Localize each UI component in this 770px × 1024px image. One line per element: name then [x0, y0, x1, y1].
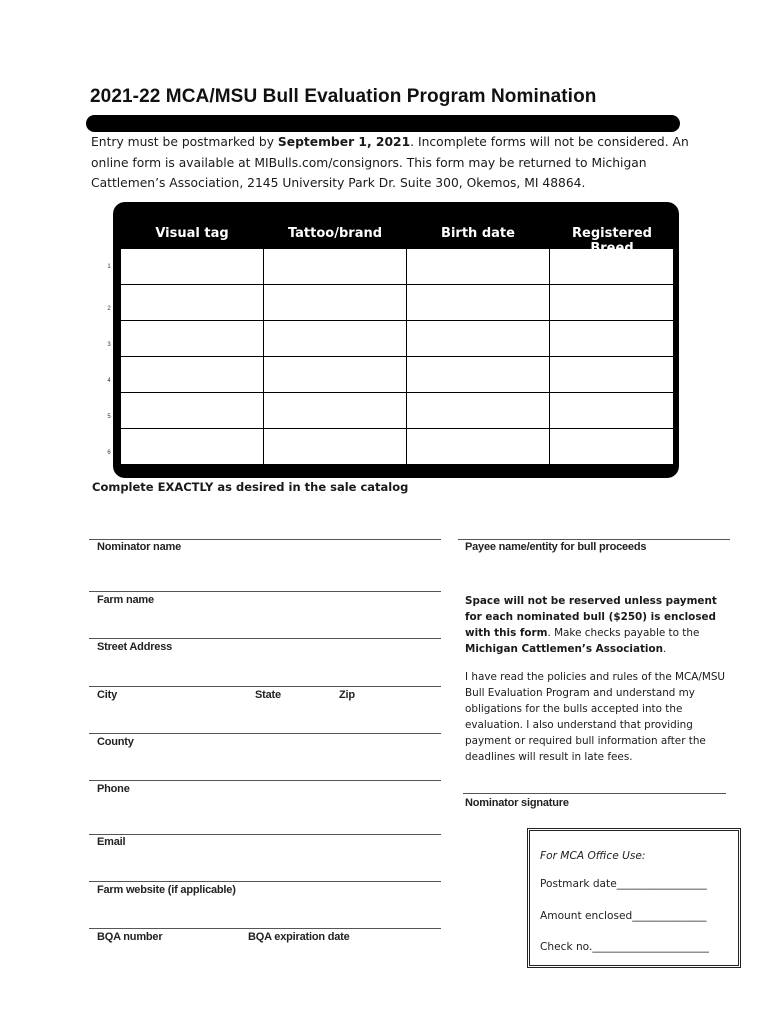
payment-note-payee: Michigan Cattlemen’s Association: [465, 643, 664, 655]
table-cell-registered-breed-row-1[interactable]: [550, 249, 673, 284]
table-cell-birth-date-row-4[interactable]: [407, 357, 549, 392]
title-divider-bar: [86, 115, 680, 132]
street-address-label: Street Address: [97, 641, 173, 653]
bqa-number-label: BQA number: [97, 931, 163, 943]
row-number: 5: [107, 414, 111, 420]
office-use-box: [527, 828, 741, 968]
table-cell-visual-tag-row-2[interactable]: [121, 285, 263, 320]
street-address-field[interactable]: [89, 655, 441, 685]
phone-line: [89, 780, 441, 781]
table-cell-visual-tag-row-5[interactable]: [121, 393, 263, 428]
city-line: [89, 686, 441, 687]
table-cell-registered-breed-row-5[interactable]: [550, 393, 673, 428]
table-cell-tattoo-brand-row-3[interactable]: [264, 321, 406, 356]
table-cell-visual-tag-row-4[interactable]: [121, 357, 263, 392]
payment-note-bold: Space will not be reserved unless payment for each nominated bull ($250) is enclosed with this form: [465, 595, 717, 639]
table-header-tattoo-brand: Tattoo/brand: [287, 226, 383, 241]
payee-label: Payee name/entity for bull proceeds: [465, 541, 647, 553]
bqa-expiration-label: BQA expiration date: [248, 931, 350, 943]
farm-name-label: Farm name: [97, 594, 154, 606]
table-cell-visual-tag-row-3[interactable]: [121, 321, 263, 356]
city-field[interactable]: [89, 703, 239, 733]
table-cell-tattoo-brand-row-6[interactable]: [264, 429, 406, 464]
state-label: State: [255, 689, 281, 701]
county-field[interactable]: [89, 750, 441, 780]
phone-label: Phone: [97, 783, 130, 795]
farm-name-line: [89, 591, 441, 592]
payee-field[interactable]: [458, 556, 730, 590]
table-cell-visual-tag-row-6[interactable]: [121, 429, 263, 464]
agreement-text: I have read the policies and rules of the MCA/MSU Bull Evaluation Program and understand my obligations for the bulls accepted into the evaluation. I also understand that providing payment or required bull information after the deadlines will result in late fees.: [465, 671, 726, 763]
amount-enclosed-line: Amount enclosed______________: [540, 910, 707, 922]
email-line: [89, 834, 441, 835]
email-field[interactable]: [89, 850, 441, 880]
table-cell-birth-date-row-2[interactable]: [407, 285, 549, 320]
farm-name-field[interactable]: [89, 608, 441, 638]
payment-note: [465, 593, 735, 657]
bqa-expiration-field[interactable]: [245, 945, 441, 975]
row-number: 6: [107, 450, 111, 456]
row-number: 3: [107, 342, 111, 348]
postmark-date-line: Postmark date_________________: [540, 878, 707, 890]
zip-label: Zip: [339, 689, 355, 701]
table-cell-registered-breed-row-6[interactable]: [550, 429, 673, 464]
table-cell-birth-date-row-6[interactable]: [407, 429, 549, 464]
nominator-name-label: Nominator name: [97, 541, 181, 553]
nominator-name-field[interactable]: [89, 556, 441, 590]
nominator-signature-label: Nominator signature: [465, 797, 569, 809]
signature-line: [463, 793, 726, 794]
table-header-birth-date: Birth date: [441, 226, 515, 241]
table-cell-birth-date-row-1[interactable]: [407, 249, 549, 284]
zip-field[interactable]: [335, 703, 441, 733]
table-cell-visual-tag-row-1[interactable]: [121, 249, 263, 284]
table-header-registered-breed: Registered: [572, 226, 652, 241]
office-use-heading: For MCA Office Use:: [540, 850, 646, 862]
table-cell-registered-breed-row-3[interactable]: [550, 321, 673, 356]
intro-text-2: . Incomplete forms will not be considered. An online form is available at MIBulls.com/consignors. This form may be returned to Michigan Cattlemen’s Association, 2145 University Park Dr. Suite 300, Okemos, MI 48864.: [91, 135, 689, 190]
row-number: 1: [107, 264, 111, 270]
row-number: 2: [107, 306, 111, 312]
city-label: City: [97, 689, 117, 701]
intro-text-1: Entry must be postmarked by: [91, 135, 278, 149]
bqa-line: [89, 928, 441, 929]
intro-deadline: September 1, 2021: [277, 135, 411, 149]
table-cell-birth-date-row-5[interactable]: [407, 393, 549, 428]
check-number-line: Check no.______________________: [540, 941, 709, 953]
table-cell-registered-breed-row-2[interactable]: [550, 285, 673, 320]
row-number: 4: [107, 378, 111, 384]
table-header-visual-tag: Visual tag: [155, 226, 229, 241]
nominator-signature-field[interactable]: [460, 768, 726, 792]
payee-line: [458, 539, 730, 540]
street-address-line: [89, 638, 441, 639]
page-title: 2021-22 MCA/MSU Bull Evaluation Program Nomination: [90, 86, 597, 107]
catalog-note: Complete EXACTLY as desired in the sale catalog: [92, 480, 409, 494]
intro-paragraph: [91, 132, 691, 194]
farm-website-line: [89, 881, 441, 882]
table-cell-tattoo-brand-row-1[interactable]: [264, 249, 406, 284]
farm-website-label: Farm website (if applicable): [97, 884, 236, 896]
state-field[interactable]: [250, 703, 330, 733]
table-cell-tattoo-brand-row-5[interactable]: [264, 393, 406, 428]
payment-note-text: . Make checks payable to the: [547, 627, 700, 639]
farm-website-field[interactable]: [89, 898, 441, 928]
table-cell-registered-breed-row-4[interactable]: [550, 357, 673, 392]
county-line: [89, 733, 441, 734]
nominator-name-line: [89, 539, 441, 540]
county-label: County: [97, 736, 134, 748]
table-cell-tattoo-brand-row-4[interactable]: [264, 357, 406, 392]
table-cell-tattoo-brand-row-2[interactable]: [264, 285, 406, 320]
table-cell-birth-date-row-3[interactable]: [407, 321, 549, 356]
bqa-number-field[interactable]: [89, 945, 239, 975]
email-label: Email: [97, 836, 126, 848]
payment-note-end: .: [663, 643, 667, 655]
phone-field[interactable]: [89, 797, 441, 833]
